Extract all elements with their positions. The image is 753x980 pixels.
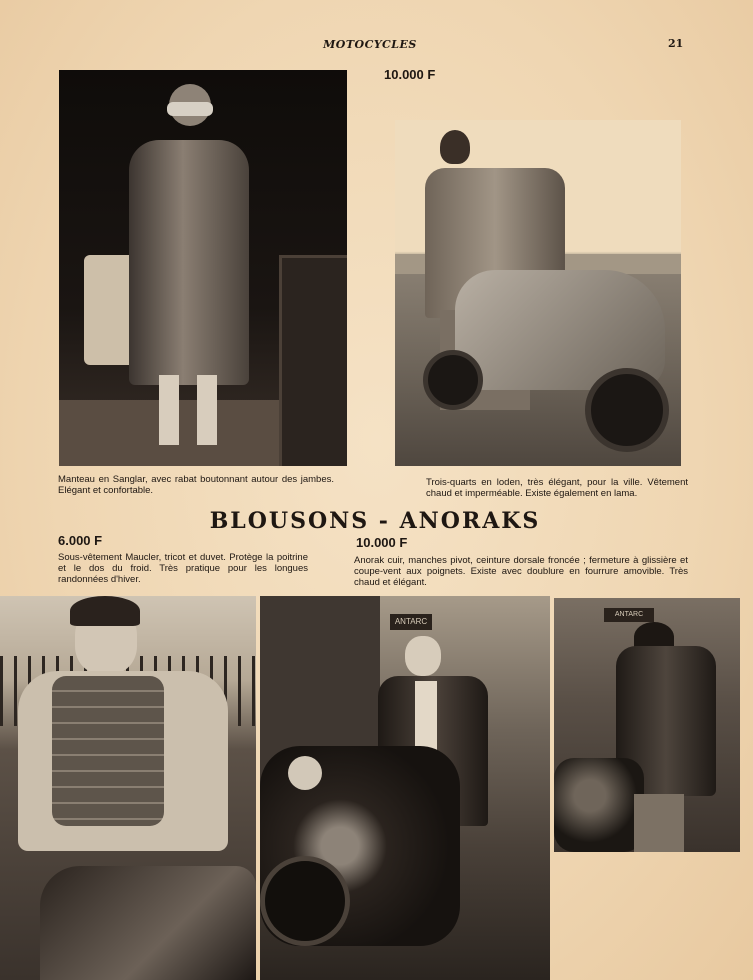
price-loden: 10.000 F [384,67,436,82]
caption-anorak: Anorak cuir, manches pivot, ceinture dorsale froncée ; fermeture à glissière et coupe-vent aux poignets. Existe avec doublure en fourrure amovible. Très chaud et élégant. [354,555,688,588]
price-anorak: 10.000 F [356,535,408,550]
shop-sign-2: ANTARC [604,608,654,622]
caption-loden: Trois-quarts en loden, très élégant, pour la ville. Vêtement chaud et imperméable. Existe également en lama. [426,477,688,499]
photo-sanglar-coat [59,70,347,466]
photo-quilted-vest [0,596,256,980]
caption-undervest: Sous-vêtement Maucler, tricot et duvet. Protège la poitrine et le dos du froid. Très pratique pour les longues randonnées d'hiver. [58,552,308,585]
price-undervest: 6.000 F [58,533,103,548]
section-title: BLOUSONS - ANORAKS [209,508,541,534]
photo-loden-scooter [395,120,681,466]
running-header: MOTOCYCLES [323,38,417,51]
page-number: 21 [668,37,684,50]
shop-sign: ANTARC [390,614,432,630]
photo-leather-anorak-sitting [260,596,550,980]
photo-leather-anorak-back [554,598,740,852]
caption-sanglar-coat: Manteau en Sanglar, avec rabat boutonnant autour des jambes. Elégant et confortable. [58,474,334,496]
